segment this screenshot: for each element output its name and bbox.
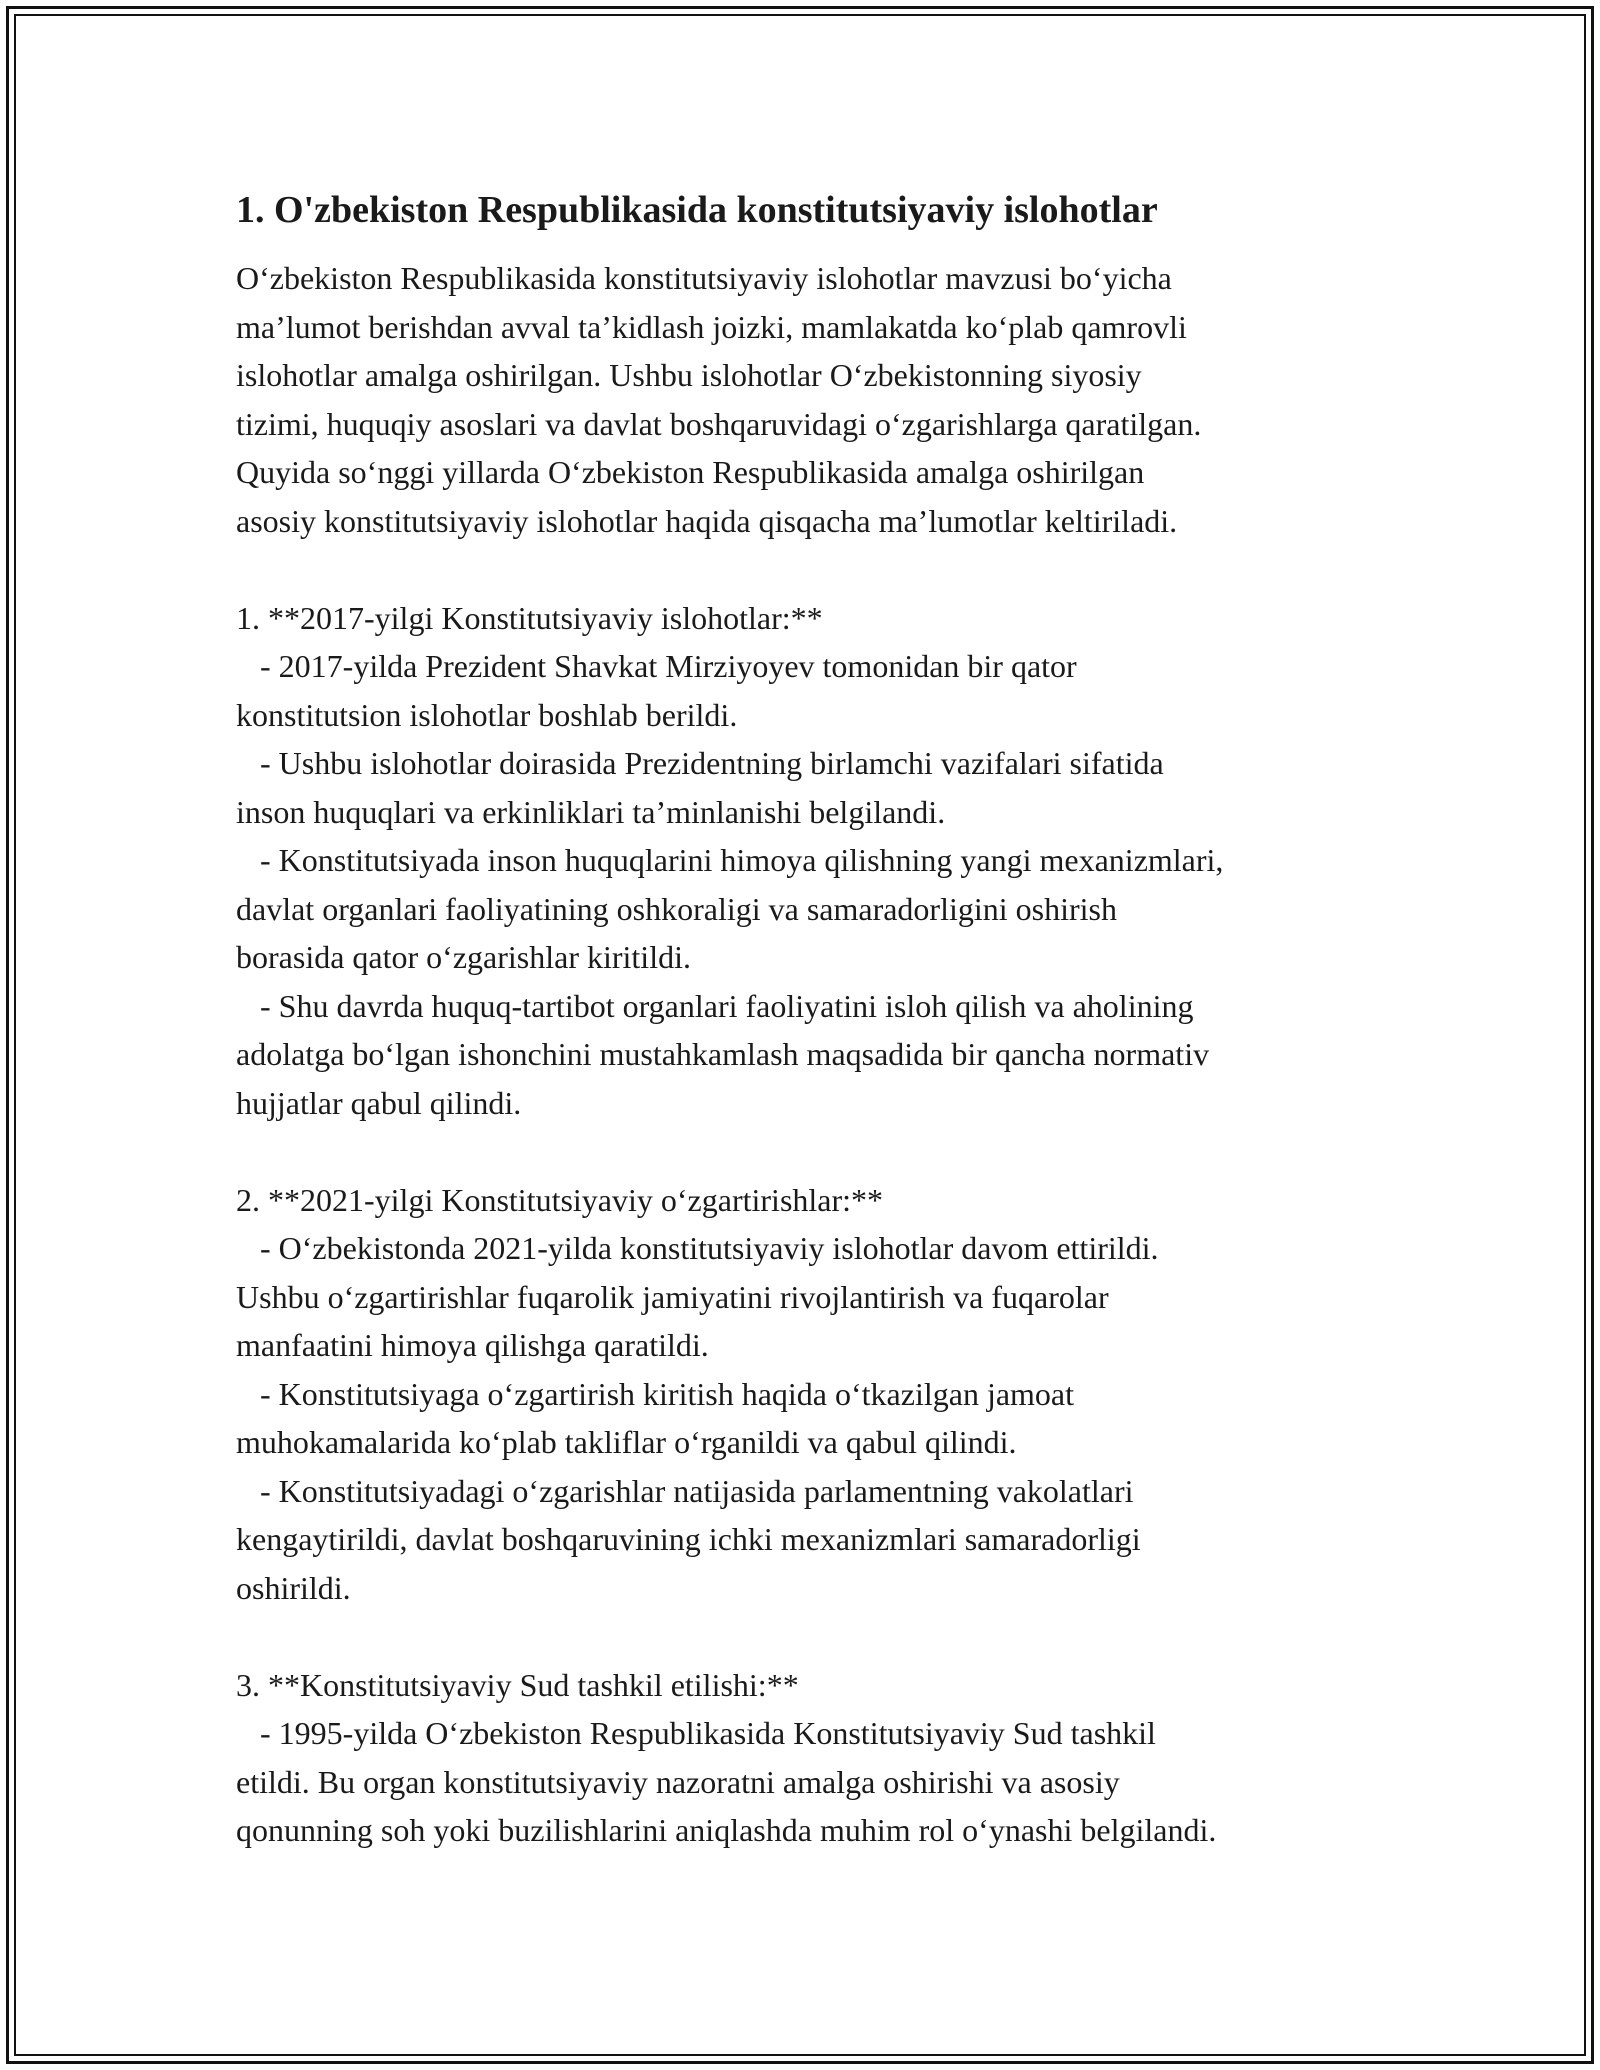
section-line: borasida qator o‘zgarishlar kiritildi. [236,939,691,975]
section-line: - Ushbu islohotlar doirasida Prezidentning birlamchi vazifalari sifatida [236,745,1164,781]
section-line: - Konstitutsiyada inson huquqlarini himoya qilishning yangi mexanizmlari, [236,842,1224,878]
intro-line: islohotlar amalga oshirilgan. Ushbu islohotlar O‘zbekistonning siyosiy [236,357,1142,393]
paragraph-gap [236,1612,1376,1661]
section-line: konstitutsion islohotlar boshlab berildi. [236,696,738,733]
section-line: inson huquqlari va erkinliklari ta’minlanishi belgilandi. [236,793,946,830]
section-line: - 2017-yilda Prezident Shavkat Mirziyoyev tomonidan bir qator [236,648,1077,684]
document-body [236,186,1376,1855]
intro-line: tizimi, huquqiy asoslari va davlat boshqaruvidagi o‘zgarishlarga qaratilgan. [236,405,1202,442]
section-line: - Konstitutsiyaga o‘zgartirish kiritish haqida o‘tkazilgan jamoat [236,1375,1075,1412]
section-heading: 1. **2017-yilgi Konstitutsiyaviy islohotlar:** [236,599,823,636]
section-line: - 1995-yilda O‘zbekiston Respublikasida Konstitutsiyaviy Sud tashkil [236,1715,1156,1751]
intro-paragraph [236,254,1376,545]
section-line: kengaytirildi, davlat boshqaruvining ichki mexanizmlari samaradorligi [236,1521,1141,1557]
section-2017 [236,594,1376,1128]
intro-line: O‘zbekiston Respublikasida konstitutsiyaviy islohotlar mavzusi bo‘yicha [236,260,1172,296]
document-title: 1. O'zbekiston Respublikasida konstitutsiyaviy islohotlar [236,189,1158,231]
section-line: manfaatini himoya qilishga qaratildi. [236,1327,709,1363]
intro-line: asosiy konstitutsiyaviy islohotlar haqida qisqacha ma’lumotlar keltiriladi. [236,502,1178,539]
section-line: qonunning soh yoki buzilishlarini aniqlashda muhim rol o‘ynashi belgilandi. [236,1812,1217,1848]
section-line: hujjatlar qabul qilindi. [236,1084,522,1121]
section-heading: 2. **2021-yilgi Konstitutsiyaviy o‘zgartirishlar:** [236,1181,884,1218]
section-line: - O‘zbekistonda 2021-yilda konstitutsiyaviy islohotlar davom ettirildi. [236,1230,1159,1266]
section-line: etildi. Bu organ konstitutsiyaviy nazoratni amalga oshirishi va asosiy [236,1763,1120,1800]
section-heading: 3. **Konstitutsiyaviy Sud tashkil etilishi:** [236,1666,799,1703]
intro-line: Quyida so‘nggi yillarda O‘zbekiston Respublikasida amalga oshirilgan [236,454,1145,490]
section-line: - Konstitutsiyadagi o‘zgarishlar natijasida parlamentning vakolatlari [236,1472,1134,1509]
section-line: davlat organlari faoliyatining oshkoraligi va samaradorligini oshirish [236,890,1117,927]
section-line: - Shu davrda huquq-tartibot organlari faoliyatini isloh qilish va aholining [236,987,1194,1024]
section-constitutional-court [236,1661,1376,1855]
section-2021 [236,1176,1376,1613]
section-line: oshirildi. [236,1569,351,1606]
intro-line: ma’lumot berishdan avval ta’kidlash joizki, mamlakatda ko‘plab qamrovli [236,308,1187,345]
section-line: adolatga bo‘lgan ishonchini mustahkamlash maqsadida bir qancha normativ [236,1036,1210,1072]
section-line: Ushbu o‘zgartirishlar fuqarolik jamiyatini rivojlantirish va fuqarolar [236,1278,1109,1315]
paragraph-gap [236,545,1376,594]
section-line: muhokamalarida ko‘plab takliflar o‘rganildi va qabul qilindi. [236,1424,1017,1460]
paragraph-gap [236,1127,1376,1176]
